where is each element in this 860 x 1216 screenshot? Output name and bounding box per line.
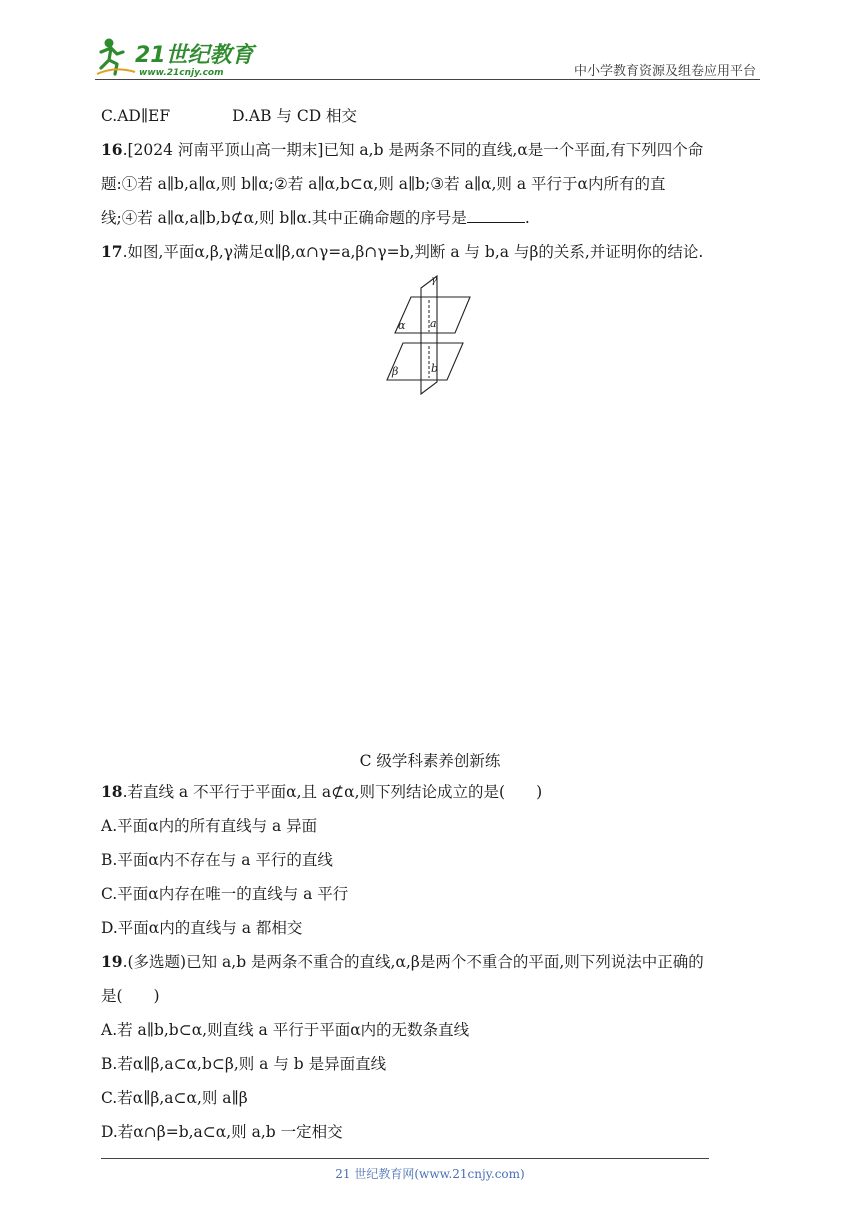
q16-period: . (524, 209, 530, 227)
q16-line-1 (101, 140, 703, 160)
q19-text: .(多选题)已知 a,b 是两条不重合的直线,α,β是两个不重合的平面,则下列说法中正确的 (122, 953, 704, 971)
q16-text-end: 线;④若 a∥α,a∥b,b⊄α,则 b∥α.其中正确命题的序号是 (101, 209, 467, 227)
q16-line-2: 题:①若 a∥b,a∥α,则 b∥α;②若 a∥α,b⊂α,则 a∥b;③若 a∥α,则 a 平行于α内所有的直 (101, 175, 666, 193)
q19-option-c: C.若α∥β,a⊂α,则 a∥β (101, 1089, 248, 1107)
answer-blank[interactable] (467, 208, 525, 223)
plane-beta (387, 343, 463, 380)
q15-option-d: D.AB 与 CD 相交 (232, 107, 358, 125)
question-number: 17 (101, 242, 123, 261)
q18-option-a: A.平面α内的所有直线与 a 异面 (101, 817, 318, 835)
question-number: 18 (101, 782, 123, 801)
q19-option-a: A.若 a∥b,b⊂α,则直线 a 平行于平面α内的无数条直线 (101, 1021, 470, 1039)
q18-text: .若直线 a 不平行于平面α,且 a⊄α,则下列结论成立的是( ) (122, 783, 543, 801)
q19-stem-line-2: 是( ) (101, 987, 160, 1005)
q19-option-d: D.若α∩β=b,a⊂α,则 a,b 一定相交 (101, 1123, 343, 1141)
q18-option-b: B.平面α内不存在与 a 平行的直线 (101, 851, 333, 869)
q18-option-c: C.平面α内存在唯一的直线与 a 平行 (101, 885, 349, 903)
logo-url: www.21cnjy.com (139, 68, 224, 78)
q15-option-c: C.AD∥EF (101, 107, 171, 125)
section-title: C 级学科素养创新练 (359, 752, 501, 770)
question-number: 16 (101, 140, 123, 159)
q19-option-b: B.若α∥β,a⊂α,b⊂β,则 a 与 b 是异面直线 (101, 1055, 387, 1073)
q17-line (101, 242, 703, 262)
label-gamma: γ (431, 275, 437, 286)
header-divider (95, 79, 760, 80)
q19-stem-line-1 (101, 952, 704, 972)
label-alpha: α (398, 319, 406, 332)
runner-icon (97, 39, 135, 75)
label-a: a (430, 317, 437, 330)
site-logo (95, 34, 265, 80)
planes-figure (383, 270, 475, 398)
platform-name: 中小学教育资源及组卷应用平台 (573, 64, 756, 79)
logo-text: 21世纪教育 (135, 43, 254, 68)
label-b: b (431, 362, 439, 375)
q17-text: .如图,平面α,β,γ满足α∥β,α∩γ=a,β∩γ=b,判断 a 与 b,a 与β的关系,并证明你的结论. (122, 243, 704, 261)
q16-line-3 (101, 208, 530, 228)
q15-options-cd (101, 106, 357, 126)
q18-option-d: D.平面α内的直线与 a 都相交 (101, 919, 303, 937)
question-number: 19 (101, 952, 123, 971)
q18-stem (101, 782, 542, 802)
label-beta: β (392, 365, 399, 378)
q16-text: .[2024 河南平顶山高一期末]已知 a,b 是两条不同的直线,α是一个平面,有下列四个命 (122, 141, 704, 159)
footer-divider (101, 1158, 709, 1159)
footer-link[interactable]: 21 世纪教育网(www.21cnjy.com) (335, 1167, 525, 1181)
